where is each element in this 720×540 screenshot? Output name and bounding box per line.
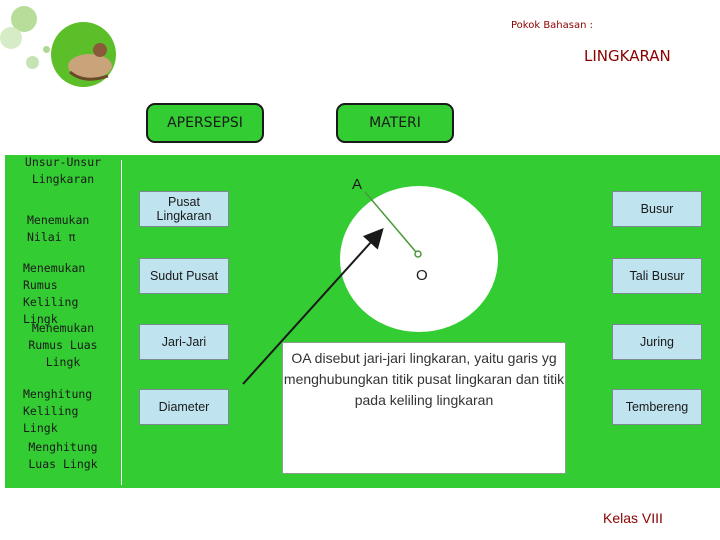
point-a-label: A bbox=[352, 176, 363, 193]
sudut-pusat-button[interactable]: Sudut Pusat bbox=[139, 258, 229, 294]
center-point bbox=[415, 251, 421, 257]
busur-button[interactable]: Busur bbox=[612, 191, 702, 227]
kelas-label: Kelas VIII bbox=[603, 510, 663, 526]
sidebar-item-nilai-pi[interactable]: Menemukan Nilai π bbox=[27, 213, 90, 244]
sidebar-item-rumus-luas[interactable]: Menemukan Rumus Luas Lingk bbox=[28, 321, 98, 369]
sidebar-item-hitung-keliling[interactable]: Menghitung Keliling Lingk bbox=[23, 387, 93, 435]
tali-busur-button[interactable]: Tali Busur bbox=[612, 258, 702, 294]
point-o-label: O bbox=[416, 267, 428, 284]
radius-line bbox=[365, 192, 416, 252]
sidebar-item-unsur-unsur[interactable]: Unsur-Unsur Lingkaran bbox=[24, 155, 102, 186]
description-box: OA disebut jari-jari lingkaran, yaitu garis yg menghubungkan titik pusat lingkaran dan titik pada keliling lingkaran bbox=[282, 342, 566, 474]
header-subtitle: Pokok Bahasan : bbox=[511, 20, 593, 31]
juring-button[interactable]: Juring bbox=[612, 324, 702, 360]
diameter-button[interactable]: Diameter bbox=[139, 389, 229, 425]
tembereng-button[interactable]: Tembereng bbox=[612, 389, 702, 425]
pusat-lingkaran-button[interactable]: Pusat Lingkaran bbox=[139, 191, 229, 227]
materi-button[interactable]: MATERI bbox=[336, 103, 454, 143]
jari-jari-button[interactable]: Jari-Jari bbox=[139, 324, 229, 360]
sidebar-item-rumus-keliling[interactable]: Menemukan Rumus Keliling Lingk bbox=[23, 261, 86, 326]
sidebar-item-hitung-luas[interactable]: Menghitung Luas Lingk bbox=[28, 440, 98, 471]
apersepsi-button[interactable]: APERSEPSI bbox=[146, 103, 264, 143]
page-title: LINGKARAN bbox=[584, 47, 671, 65]
